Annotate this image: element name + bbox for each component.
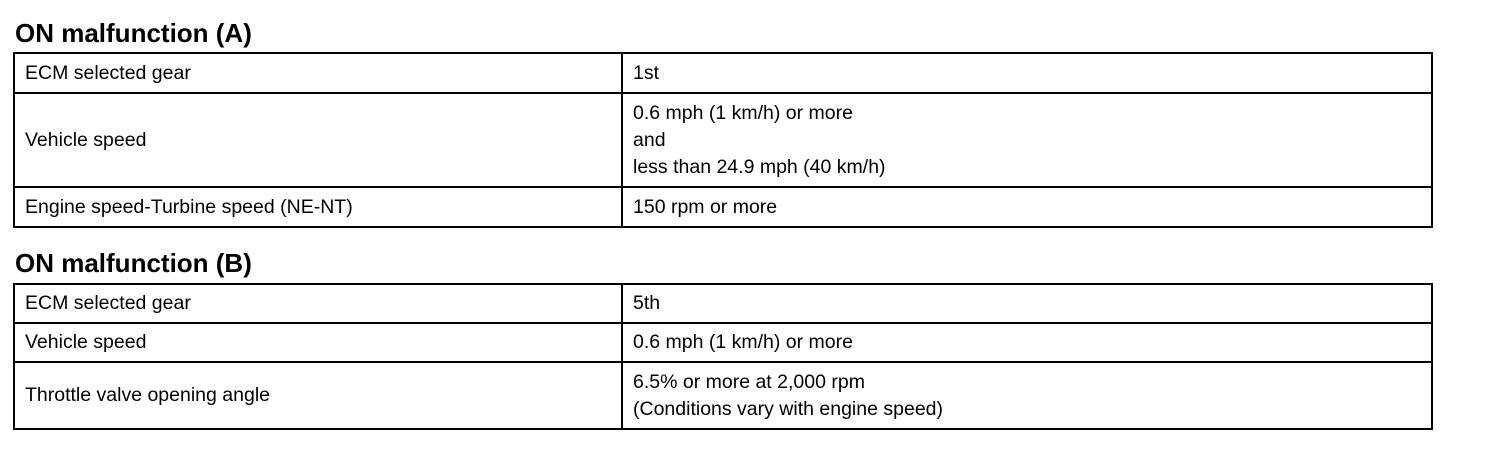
- value-line: (Conditions vary with engine speed): [633, 397, 944, 420]
- value-line: 150 rpm or more: [633, 195, 778, 218]
- section-title-b: ON malfunction (B): [15, 248, 252, 278]
- row-label: Throttle valve opening angle: [14, 362, 622, 429]
- value-line: 5th: [633, 292, 661, 314]
- row-value: [622, 362, 1432, 429]
- table-row: [14, 323, 1432, 362]
- row-label: ECM selected gear: [14, 53, 622, 93]
- table-row: [14, 187, 1432, 227]
- row-value: [622, 284, 1432, 323]
- row-value: [622, 187, 1432, 227]
- table-row: [14, 284, 1432, 323]
- row-value: [622, 53, 1432, 93]
- row-label: Vehicle speed: [14, 323, 622, 362]
- conditions-table-a: [13, 52, 1433, 228]
- row-value: [622, 323, 1432, 362]
- value-line: 0.6 mph (1 km/h) or more: [633, 101, 853, 124]
- table-row: [14, 53, 1432, 93]
- value-line: and: [633, 128, 666, 151]
- value-line: less than 24.9 mph (40 km/h): [633, 155, 886, 178]
- row-label: ECM selected gear: [14, 284, 622, 323]
- value-line: 6.5% or more at 2,000 rpm: [633, 370, 865, 393]
- value-line: 1st: [633, 61, 660, 84]
- table-row: [14, 93, 1432, 187]
- value-line: 0.6 mph (1 km/h) or more: [633, 331, 853, 353]
- section-title-a: ON malfunction (A): [15, 18, 252, 48]
- row-value: [622, 93, 1432, 187]
- table-row: [14, 362, 1432, 429]
- row-label: Vehicle speed: [14, 93, 622, 187]
- row-label: Engine speed-Turbine speed (NE-NT): [14, 187, 622, 227]
- conditions-table-b: [13, 283, 1433, 430]
